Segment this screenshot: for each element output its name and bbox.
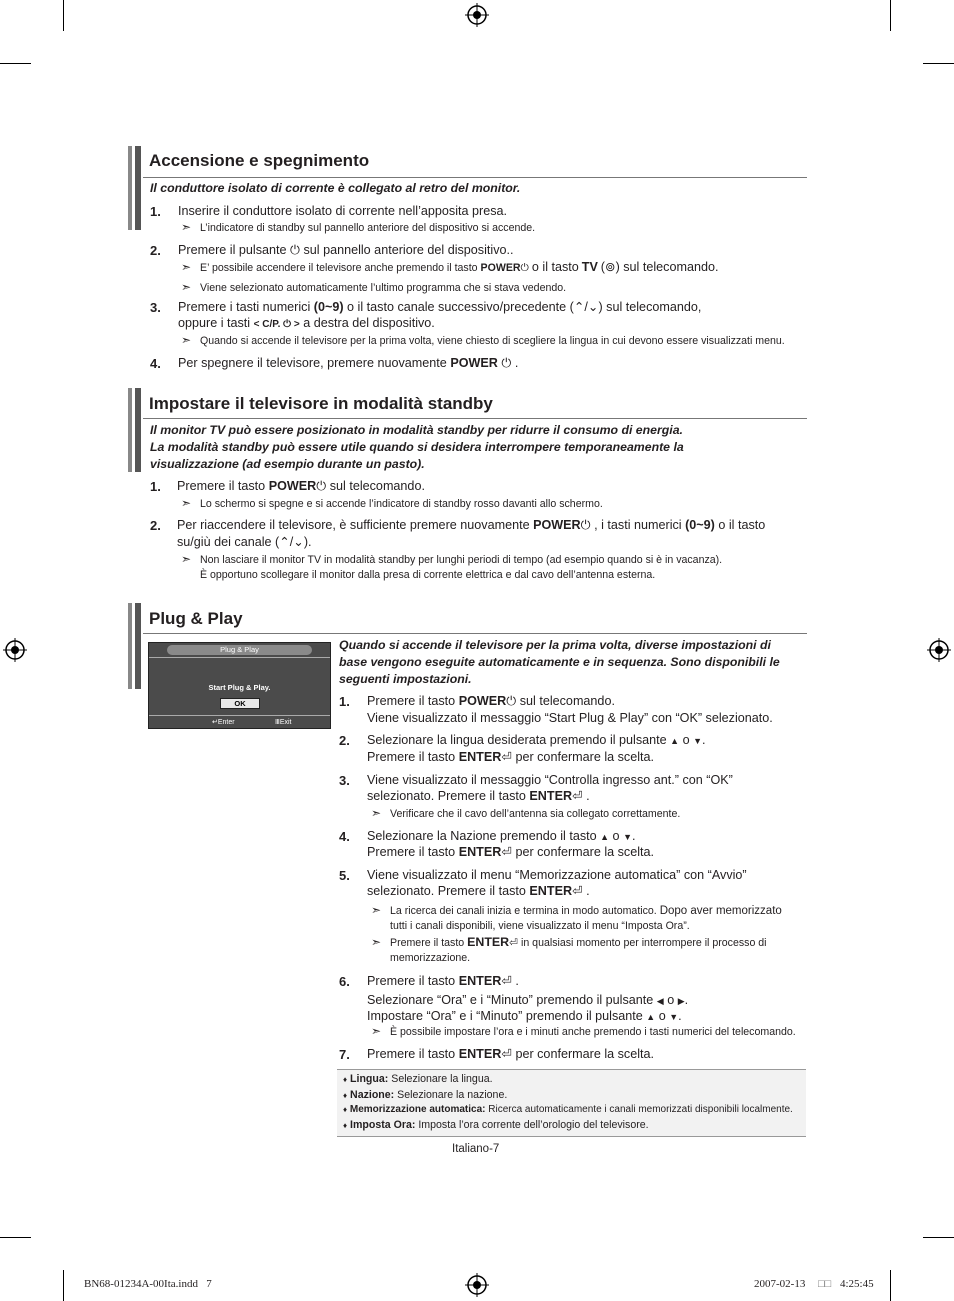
note-arrow-icon: ➣: [371, 903, 382, 917]
step-note: ➣ E’ possibile accendere il televisore anche premendo il tasto POWER⏻ o il tasto TV (⊚) sul telecomando.: [181, 260, 719, 274]
step-text: Viene visualizzato il messaggio “Start Plug & Play” con “OK” selezionato.: [367, 711, 773, 725]
step-text: Selezionare la Nazione premendo il tasto ▲ o ▼.: [367, 829, 636, 843]
step-note: ➣ Non lasciare il monitor TV in modalità standby per lunghi periodi di tempo (ad esempio quando si è in vacanza).: [181, 552, 723, 566]
enter-icon: ⏎: [509, 937, 519, 949]
left-arrow-icon: ◀: [656, 996, 664, 1006]
screen-ok-button[interactable]: OK: [220, 698, 260, 709]
power-icon: ⏻: [580, 518, 591, 532]
step-number: 1.: [150, 479, 161, 494]
step-note: tutti i canali disponibili, viene visualizzato il menu “Imposta Ora”.: [390, 920, 690, 932]
enter-icon: ⏎: [501, 750, 512, 764]
section-bar: [128, 388, 132, 472]
step-text: selezionato. Premere il tasto ENTER⏎ .: [367, 884, 590, 898]
section-title: Accensione e spegnimento: [149, 151, 370, 170]
step-text: Premere i tasti numerici (0~9) o il tasto canale successivo/precedente (⌃/⌄) sul telecomando,: [178, 300, 702, 314]
section-intro: seguenti impostazioni.: [339, 672, 472, 686]
up-arrow-icon: ▲: [600, 832, 610, 842]
exit-icon: Ⅲ: [275, 719, 280, 726]
step-note: ➣ La ricerca dei canali inizia e termina in modo automatico. Dopo aver memorizzato: [371, 903, 782, 917]
power-icon: ⏻: [520, 262, 529, 274]
step-text: Premere il tasto POWER⏻ sul telecomando.: [367, 694, 615, 708]
down-arrow-icon: ▼: [623, 832, 632, 842]
step-text: selezionato. Premere il tasto ENTER⏎ .: [367, 789, 590, 803]
summary-row: ♦ Imposta Ora: Imposta l’ora corrente dell’orologio del televisore.: [343, 1119, 649, 1131]
section-title: Impostare il televisore in modalità standby: [149, 394, 493, 413]
section-bar: [135, 146, 141, 230]
section-rule: [143, 418, 807, 419]
section-bar: [135, 603, 141, 689]
footer-date: 2007-02-13: [754, 1278, 806, 1290]
crop-mark: [0, 1237, 31, 1238]
step-note: ➣ Premere il tasto ENTER⏎ in qualsiasi momento per interrompere il processo di: [371, 935, 767, 949]
section-bar: [128, 146, 132, 230]
section-intro: base vengono eseguite automaticamente e in sequenza. Sono disponibili le: [339, 655, 780, 669]
step-note: ➣ Lo schermo si spegne e si accende l’indicatore di standby rosso davanti allo schermo.: [181, 496, 603, 510]
step-note: memorizzazione.: [390, 952, 471, 964]
step-note: È opportuno scollegare il monitor dalla presa di corrente elettrica e dal cavo dell’antenna esterna.: [200, 569, 656, 581]
section-intro: Il monitor TV può essere posizionato in modalità standby per ridurre il consumo di energia.: [150, 423, 683, 437]
step-number: 3.: [150, 300, 161, 315]
summary-row: ♦ Nazione: Selezionare la nazione.: [343, 1089, 508, 1101]
enter-icon: ⏎: [501, 845, 512, 859]
step-note: ➣ L’indicatore di standby sul pannello anteriore del dispositivo si accende.: [181, 220, 536, 234]
step-note: ➣ Viene selezionato automaticamente l’ultimo programma che si stava vedendo.: [181, 280, 567, 294]
screen-message: Start Plug & Play.: [208, 683, 271, 692]
section-bar: [135, 388, 141, 472]
step-text: Per spegnere il televisore, premere nuovamente POWER ⏻ .: [178, 356, 519, 370]
power-icon: ⏻: [501, 356, 512, 370]
step-text: Premere il tasto ENTER⏎ per confermare la scelta.: [367, 1047, 655, 1061]
step-number: 4.: [150, 356, 161, 371]
enter-icon: ⏎: [501, 974, 512, 988]
footer-time: 4:25:45: [840, 1278, 874, 1290]
registration-mark-icon: [3, 638, 27, 662]
section-intro: visualizzazione (ad esempio durante un pasto).: [150, 457, 425, 471]
step-text: Selezionare “Ora” e i “Minuto” premendo il pulsante ◀ o ▶.: [367, 993, 689, 1007]
crop-mark: [890, 1270, 891, 1301]
screen-header: Plug & Play: [167, 645, 312, 655]
down-arrow-icon: ▼: [693, 736, 703, 746]
crop-mark: [63, 1270, 64, 1301]
note-arrow-icon: ➣: [371, 806, 382, 820]
section-title: Plug & Play: [149, 609, 243, 628]
note-arrow-icon: ➣: [371, 935, 382, 949]
step-text: Premere il tasto ENTER⏎ per confermare la scelta.: [367, 845, 655, 859]
step-note: ➣ È possibile impostare l’ora e i minuti anche premendo i tasti numerici del telecomando.: [371, 1024, 796, 1038]
step-number: 2.: [339, 733, 350, 748]
section-bar: [128, 603, 132, 689]
registration-mark-icon: [927, 638, 951, 662]
enter-icon: ⏎: [501, 1047, 512, 1061]
footer-file: BN68-01234A-00Ita.indd 7: [84, 1278, 212, 1290]
channel-power-buttons-icon: < C/P. ⏻ >: [253, 319, 300, 330]
power-icon: ⏻: [316, 479, 327, 493]
step-number: 4.: [339, 829, 350, 844]
step-number: 5.: [339, 868, 350, 883]
step-number: 1.: [339, 694, 350, 709]
power-icon: ⏻: [290, 243, 300, 258]
step-text: Premere il tasto POWER⏻ sul telecomando.: [177, 479, 425, 493]
registration-mark-icon: [465, 3, 489, 27]
screen-divider: [149, 657, 330, 658]
crop-mark: [923, 63, 954, 64]
registration-mark-icon: [465, 1273, 489, 1297]
section-intro: Quando si accende il televisore per la prima volta, diverse impostazioni di: [339, 638, 771, 652]
step-text: Premere il tasto ENTER⏎ .: [367, 974, 519, 988]
step-text: su/giù dei canale (⌃/⌄).: [177, 535, 312, 549]
bullet-icon: ♦: [343, 1105, 348, 1114]
bullet-icon: ♦: [343, 1091, 348, 1100]
footer-boxes: □□: [818, 1278, 832, 1290]
screen-exit-hint: ⅢExit: [275, 719, 292, 726]
step-note: ➣ Quando si accende il televisore per la prima volta, viene chiesto di scegliere la lingua in cui devono essere visualizzati menu.: [181, 333, 785, 347]
channel-up-down-icon: ⌃/⌄: [573, 300, 599, 314]
section-rule: [143, 633, 807, 634]
step-text: Viene visualizzato il messaggio “Controlla ingresso ant.” con “OK”: [367, 773, 733, 787]
section-intro: La modalità standby può essere utile quando si desidera interrompere temporaneamente la: [150, 440, 684, 454]
enter-icon: ↵: [212, 719, 218, 726]
step-number: 1.: [150, 204, 161, 219]
step-text: oppure i tasti < C/P. ⏻ > a destra del dispositivo.: [178, 316, 435, 330]
enter-icon: ⏎: [572, 789, 583, 803]
enter-icon: ⏎: [572, 884, 583, 898]
step-number: 2.: [150, 243, 161, 258]
note-arrow-icon: ➣: [181, 220, 192, 234]
note-arrow-icon: ➣: [181, 333, 192, 347]
bullet-icon: ♦: [343, 1121, 348, 1130]
step-text: Selezionare la lingua desiderata premendo il pulsante ▲ o ▼.: [367, 733, 706, 747]
step-text: Premere il tasto ENTER⏎ per confermare la scelta.: [367, 750, 655, 764]
note-arrow-icon: ➣: [181, 496, 192, 510]
plug-and-play-screen: [148, 642, 331, 729]
step-text: Premere il pulsante ⏻ sul pannello anteriore del dispositivo..: [178, 243, 514, 258]
crop-mark: [890, 0, 891, 31]
step-number: 3.: [339, 773, 350, 788]
summary-row: ♦ Lingua: Selezionare la lingua.: [343, 1073, 493, 1085]
settings-summary: [337, 1069, 806, 1137]
page-number: Italiano-7: [452, 1143, 500, 1155]
step-text: Impostare “Ora” e i “Minuto” premendo il pulsante ▲ o ▼.: [367, 1009, 682, 1023]
step-text: Inserire il conduttore isolato di corrente nell’apposita presa.: [178, 204, 508, 218]
step-number: 2.: [150, 518, 161, 533]
step-text: Per riaccendere il televisore, è sufficiente premere nuovamente POWER⏻ , i tasti numerici (0~9) o il tasto: [177, 518, 766, 532]
right-arrow-icon: ▶: [677, 996, 685, 1006]
step-number: 6.: [339, 974, 350, 989]
crop-mark: [63, 0, 64, 31]
up-arrow-icon: ▲: [646, 1012, 656, 1022]
note-arrow-icon: ➣: [371, 1024, 382, 1038]
crop-mark: [0, 63, 31, 64]
step-note: ➣ Verificare che il cavo dell’antenna sia collegato correttamente.: [371, 806, 681, 820]
section-rule: [143, 177, 807, 178]
note-arrow-icon: ➣: [181, 280, 192, 294]
tv-button-icon: ⊚: [605, 260, 616, 274]
screen-divider: [149, 715, 330, 716]
power-icon: ⏻: [506, 694, 517, 708]
channel-up-down-icon: ⌃/⌄: [279, 535, 304, 549]
section-intro: Il conduttore isolato di corrente è collegato al retro del monitor.: [150, 181, 521, 195]
down-arrow-icon: ▼: [669, 1012, 679, 1022]
crop-mark: [923, 1237, 954, 1238]
summary-row: ♦ Memorizzazione automatica: Ricerca automaticamente i canali memorizzati disponibili localmente.: [343, 1104, 793, 1115]
note-arrow-icon: ➣: [181, 552, 192, 566]
bullet-icon: ♦: [343, 1075, 348, 1084]
step-text: Viene visualizzato il menu “Memorizzazione automatica” con “Avvio”: [367, 868, 747, 882]
note-arrow-icon: ➣: [181, 260, 192, 274]
screen-enter-hint: ↵Enter: [212, 719, 235, 726]
step-number: 7.: [339, 1047, 350, 1062]
up-arrow-icon: ▲: [670, 736, 680, 746]
